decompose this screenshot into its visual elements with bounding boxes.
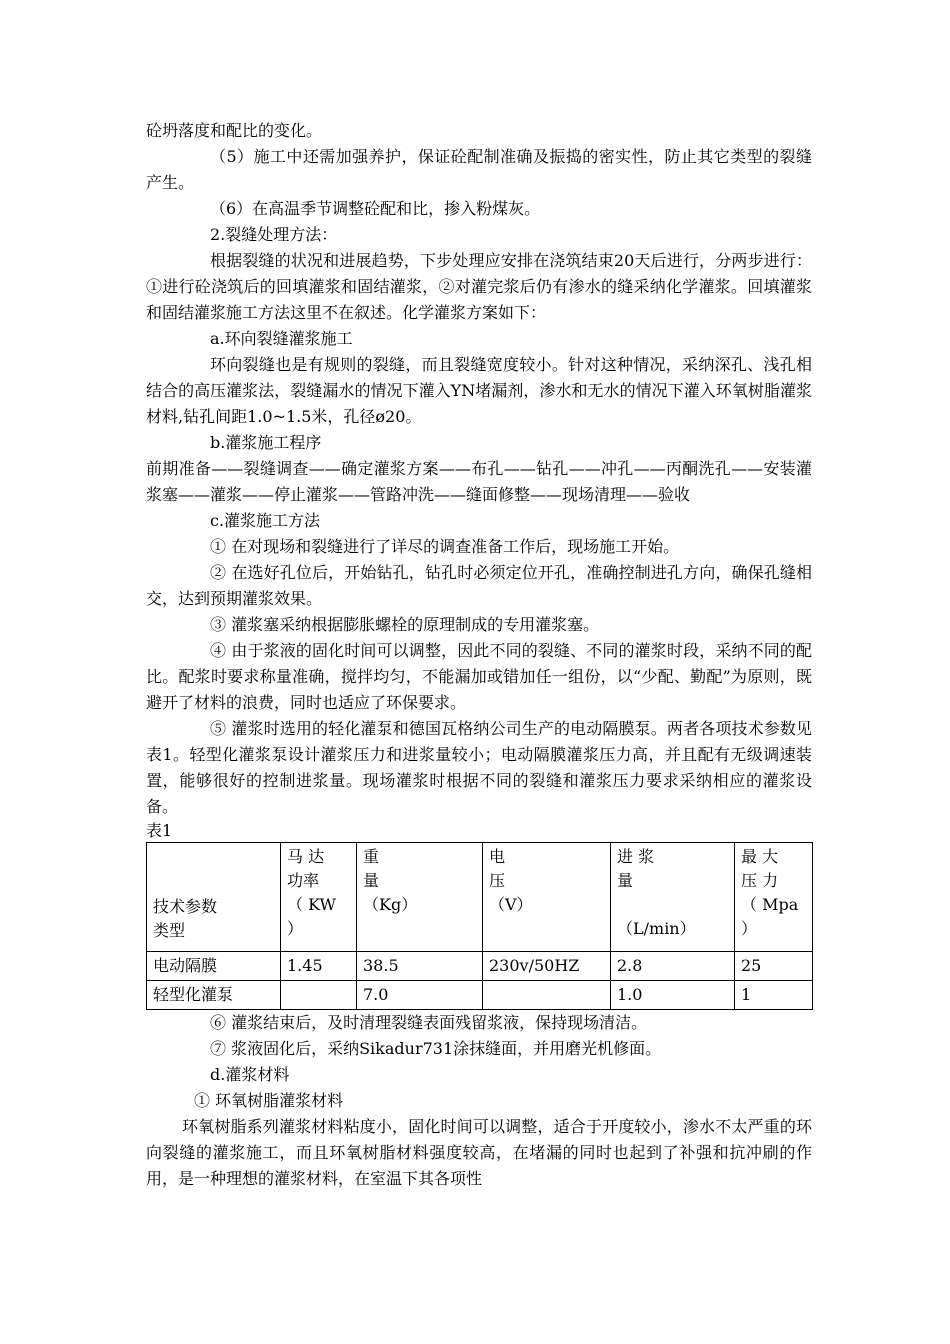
table-cell: 2.8 (611, 952, 735, 981)
paragraph: c.灌浆施工方法 (210, 511, 321, 530)
paragraph: ④ 由于浆液的固化时间可以调整，因此不同的裂缝、不同的灌浆时段，采纳不同的配比。配浆时要求称量准确，搅拌均匀，不能漏加或错加任一组份，以“少配、勤配”为原则，既避开了材料的浪费，同时也适应了环保要求。 (146, 641, 812, 712)
table-cell: 230v/50HZ (483, 952, 611, 981)
paragraph: （5）施工中还需加强养护，保证砼配制准确及振捣的密实性，防止其它类型的裂缝产生。 (146, 147, 812, 192)
paragraph: （6）在高温季节调整砼配和比，掺入粉煤灰。 (210, 199, 541, 218)
paragraph: 根据裂缝的状况和进展趋势，下步处理应安排在浇筑结束20天后进行，分两步进行：①进行砼浇筑后的回填灌浆和固结灌浆，②对灌完浆后仍有渗水的缝采纳化学灌浆。回填灌浆和固结灌浆施工方法这里不在叙述。化学灌浆方案如下： (146, 251, 812, 322)
paragraph: a.环向裂缝灌浆施工 (210, 329, 353, 348)
table-cell: 7.0 (357, 981, 483, 1010)
paragraph: 前期准备——裂缝调查——确定灌浆方案——布孔——钻孔——冲孔——丙酮洗孔——安装灌浆塞——灌浆——停止灌浆——管路冲洗——缝面修整——现场清理——验收 (146, 459, 812, 504)
body-text-top (146, 118, 812, 820)
table-header-cell: 马 达 功率 （ KW ） (281, 843, 357, 952)
paragraph: d.灌浆材料 (210, 1065, 290, 1084)
table-cell: 25 (735, 952, 813, 981)
document-page (146, 118, 812, 1192)
paragraph: 砼坍落度和配比的变化。 (146, 121, 323, 140)
table-header-cell: 重 量 （Kg） (357, 843, 483, 952)
paragraph: 环氧树脂系列灌浆材料粘度小，固化时间可以调整，适合于开度较小，渗水不太严重的环向裂缝的灌浆施工，而且环氧树脂材料强度较高，在堵漏的同时也起到了补强和抗冲刷的作用，是一种理想的灌浆材料，在室温下其各项性 (146, 1117, 812, 1188)
table-cell: 电动隔膜 (147, 952, 281, 981)
table-cell: 轻型化灌泵 (147, 981, 281, 1010)
table-cell: 1 (735, 981, 813, 1010)
paragraph: ⑦ 浆液固化后，采纳Sikadur731涂抹缝面，并用磨光机修面。 (210, 1039, 662, 1058)
paragraph: ⑥ 灌浆结束后，及时清理裂缝表面残留浆液，保持现场清洁。 (210, 1013, 648, 1032)
table-cell (281, 981, 357, 1010)
paragraph: b.灌浆施工程序 (210, 433, 322, 452)
table-caption: 表1 (146, 821, 173, 840)
table-cell (483, 981, 611, 1010)
paragraph: ② 在选好孔位后，开始钻孔，钻孔时必须定位开孔，准确控制进孔方向，确保孔缝相交，达到预期灌浆效果。 (146, 563, 812, 608)
paragraph: ① 环氧树脂灌浆材料 (194, 1091, 344, 1110)
table-cell: 1.45 (281, 952, 357, 981)
paragraph: 2.裂缝处理方法： (210, 225, 338, 244)
body-text-bottom (146, 1010, 812, 1192)
paragraph: ③ 灌浆塞采纳根据膨胀螺栓的原理制成的专用灌浆塞。 (210, 615, 600, 634)
tech-params-table (146, 842, 813, 1010)
paragraph: ① 在对现场和裂缝进行了详尽的调查准备工作后，现场施工开始。 (210, 537, 680, 556)
table-header-row (147, 843, 813, 952)
table-row (147, 952, 813, 981)
paragraph: 环向裂缝也是有规则的裂缝，而且裂缝宽度较小。针对这种情况，采纳深孔、浅孔相结合的高压灌浆法，裂缝漏水的情况下灌入YN堵漏剂，渗水和无水的情况下灌入环氧树脂灌浆材料,钻孔间距1.0~1.5米，孔径ø20。 (146, 355, 812, 426)
table-header-cell: 技术参数 类型 (147, 843, 281, 952)
table-cell: 1.0 (611, 981, 735, 1010)
table-header-cell: 电 压 （V） (483, 843, 611, 952)
paragraph: ⑤ 灌浆时选用的轻化灌泵和德国瓦格纳公司生产的电动隔膜泵。两者各项技术参数见表1。轻型化灌浆泵设计灌浆压力和进浆量较小；电动隔膜灌浆压力高，并且配有无级调速装置，能够很好的控制进浆量。现场灌浆时根据不同的裂缝和灌浆压力要求采纳相应的灌浆设备。 (146, 719, 812, 816)
table-row (147, 981, 813, 1010)
table-cell: 38.5 (357, 952, 483, 981)
table-header-cell: 最 大 压 力 （ Mpa ） (735, 843, 813, 952)
table-header-cell: 进 浆 量 （L/min） (611, 843, 735, 952)
